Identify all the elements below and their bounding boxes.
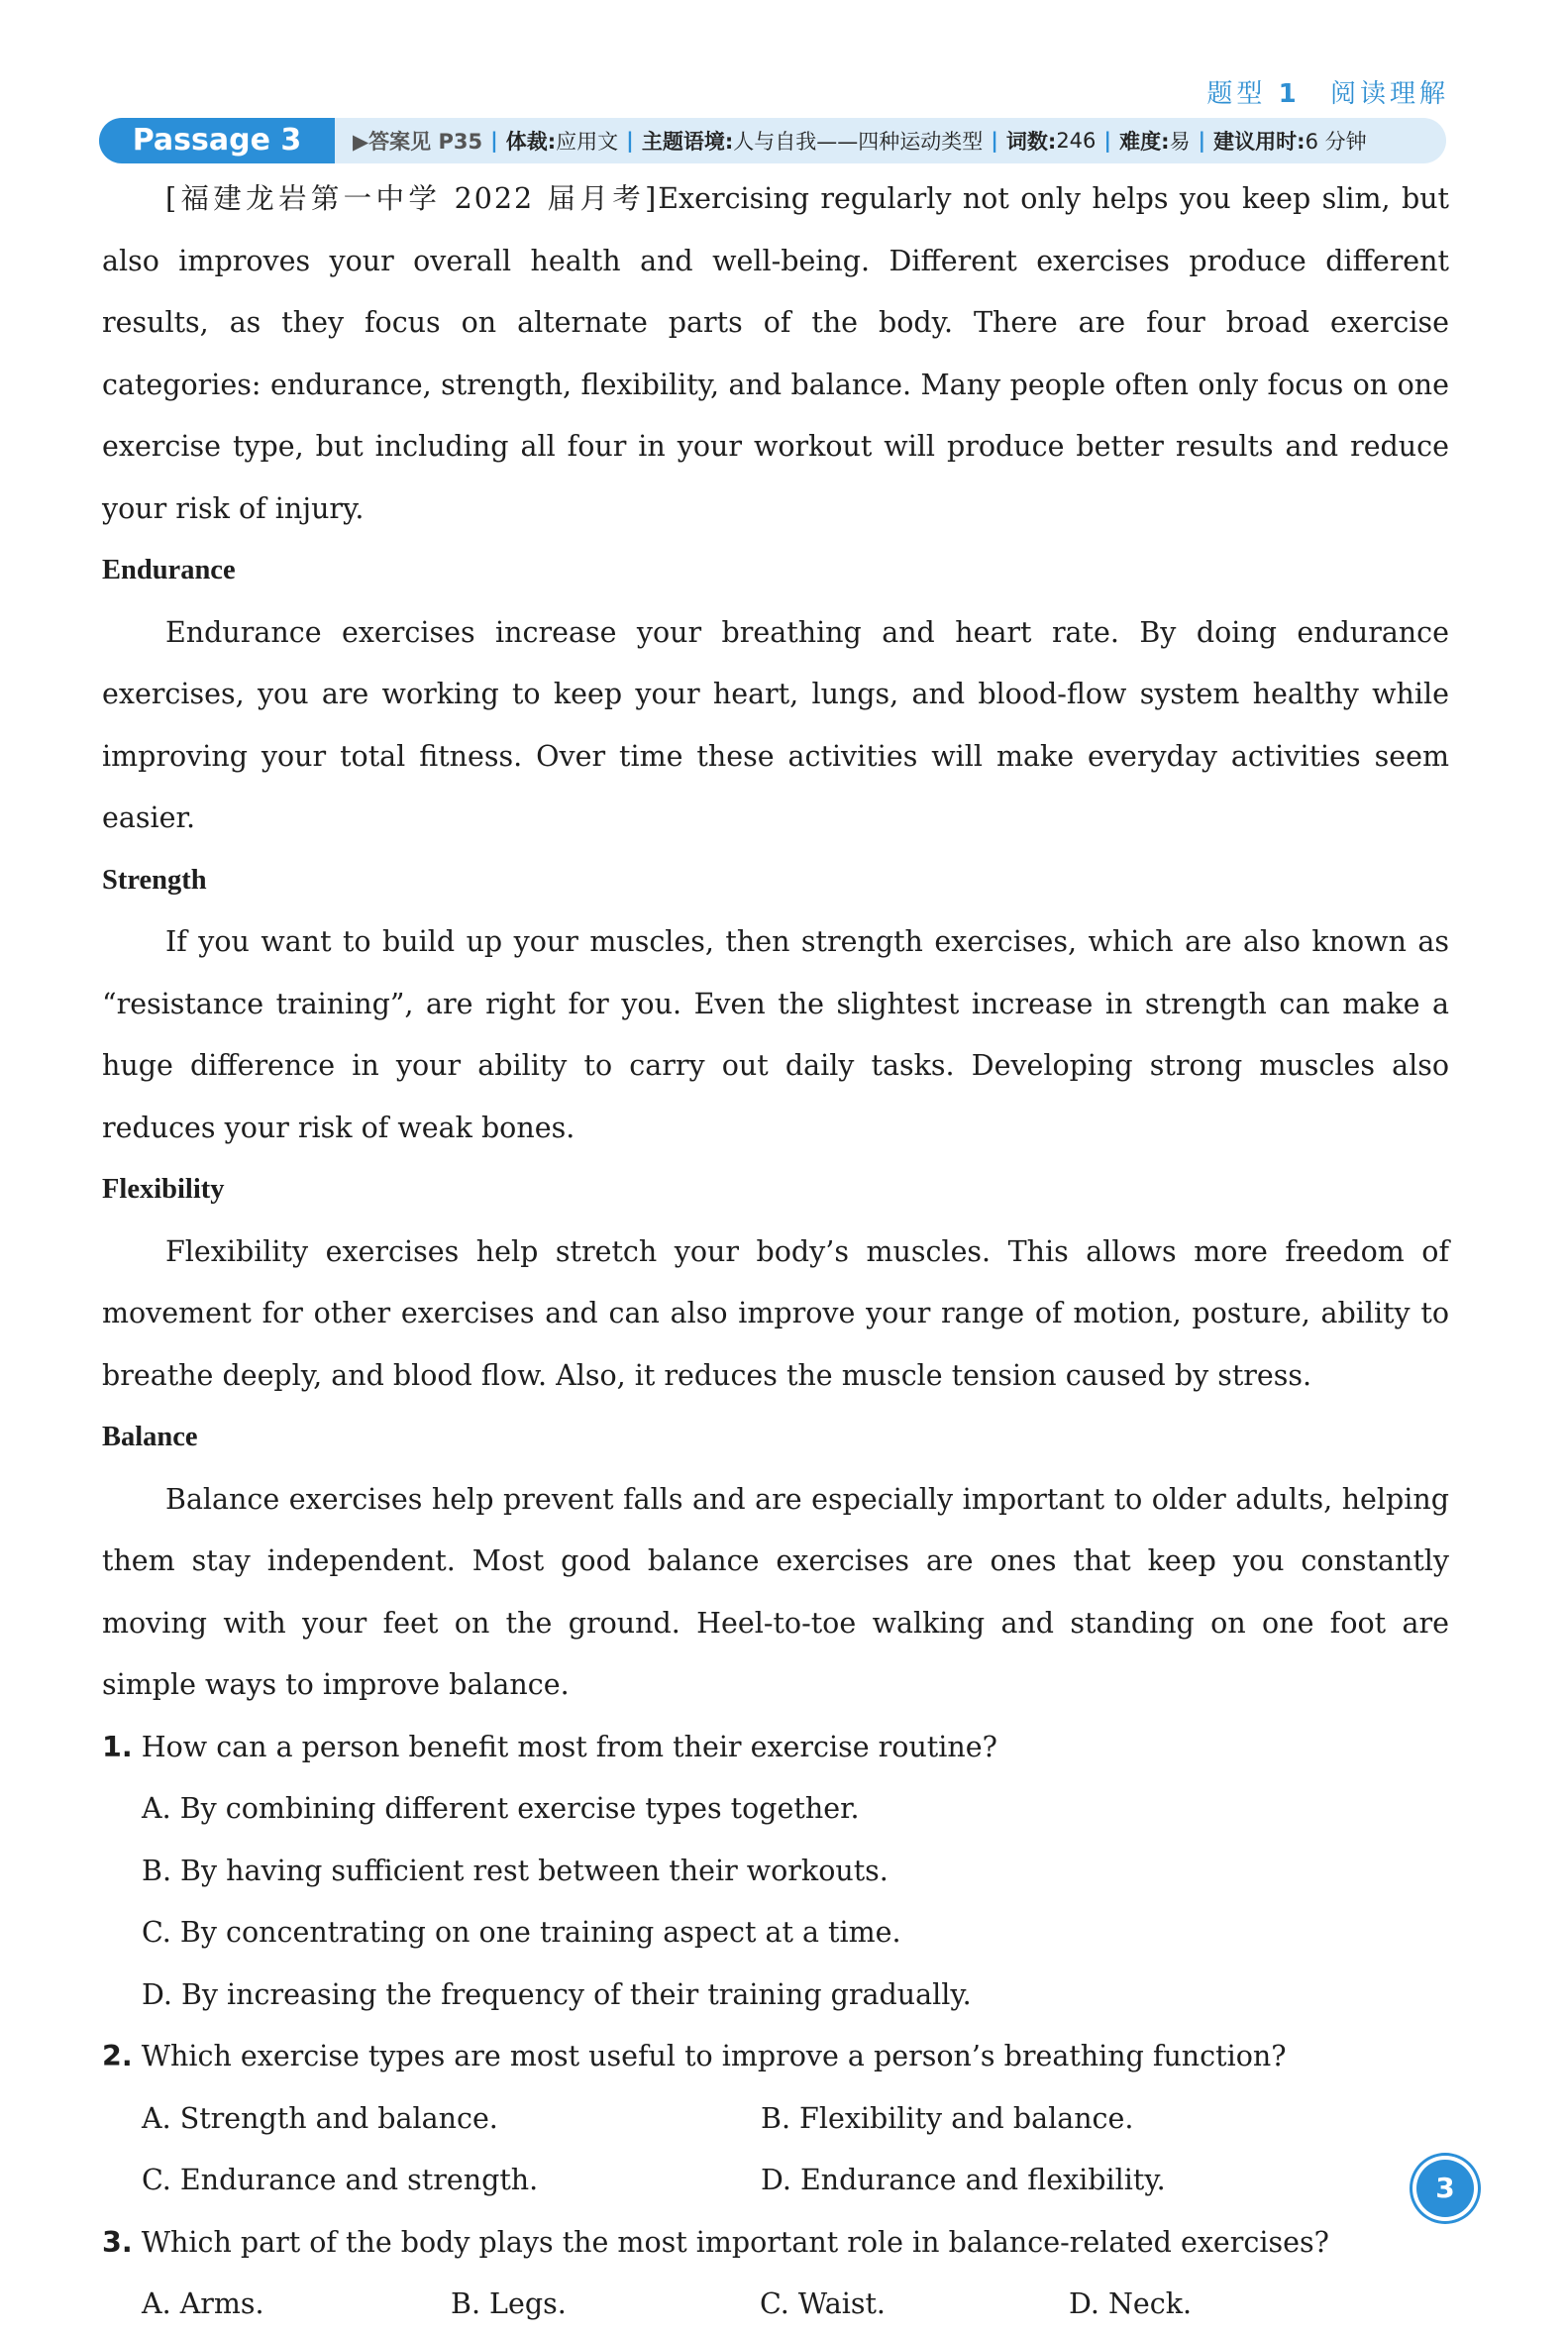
- passage-label: Passage 3: [99, 118, 335, 163]
- section-heading-balance: Balance: [102, 1422, 198, 1452]
- section-number: 1: [1278, 79, 1301, 109]
- section-text-flexibility: Flexibility exercises help stretch your body’s muscles. This allows more freedom of movement for other exercises and can also improve your range of motion, posture, ability to breathe deeply, and blood flow. Also, it reduces the muscle tension caused by stress.: [102, 1234, 1449, 1392]
- option-2d: D. Endurance and flexibility.: [761, 2164, 1166, 2196]
- intro-paragraph: [102, 168, 1449, 540]
- options-row: [102, 2274, 1449, 2336]
- option-1a: A. By combining different exercise types together.: [142, 1792, 860, 1825]
- passage-meta: [353, 118, 1367, 163]
- section-prefix: 题型: [1206, 79, 1267, 109]
- question-2: [102, 2026, 1449, 2088]
- separator: |: [626, 129, 634, 153]
- section-heading-flexibility: Flexibility: [102, 1174, 225, 1205]
- passage-body: [102, 168, 1449, 2336]
- theme-value: 人与自我——四种运动类型: [733, 130, 984, 154]
- options-row: [102, 2088, 1449, 2151]
- question-text: Which part of the body plays the most important role in balance-related exercises?: [141, 2225, 1329, 2259]
- section-heading-strength: Strength: [102, 864, 207, 896]
- section-heading-endurance: Endurance: [102, 555, 236, 585]
- word-count-value: 246: [1056, 129, 1097, 153]
- section-text-balance: Balance exercises help prevent falls and are especially important to older adults, helping them stay independent. Most good balance exercises are ones that keep you constantly moving with your feet on the ground. Heel-to-toe walking and standing on one foot are simple ways to improve balance.: [102, 1482, 1449, 1701]
- genre-value: 应用文: [556, 130, 619, 154]
- difficulty-value: 易: [1169, 130, 1191, 154]
- option-2b: B. Flexibility and balance.: [761, 2101, 1134, 2135]
- time-value: 6 分钟: [1305, 130, 1367, 154]
- option-3c: C. Waist.: [760, 2287, 886, 2320]
- question-number: 1.: [102, 1730, 133, 1763]
- page-number: 3: [1416, 2160, 1474, 2217]
- option-3d: D. Neck.: [1069, 2287, 1193, 2320]
- difficulty-key: 难度:: [1119, 130, 1170, 154]
- separator: |: [1103, 129, 1112, 153]
- option-1b: B. By having sufficient rest between their workouts.: [142, 1854, 889, 1887]
- option-3b: B. Legs.: [451, 2287, 567, 2320]
- option-1c: C. By concentrating on one training aspect at a time.: [142, 1916, 901, 1949]
- passage-info-bar: [99, 118, 1446, 163]
- option-2a: A. Strength and balance.: [142, 2101, 498, 2135]
- time-key: 建议用时:: [1213, 130, 1306, 154]
- separator: |: [1198, 129, 1206, 153]
- intro-text: Exercising regularly not only helps you keep slim, but also improves your overall health and well-being. Different exercises produce different results, as they focus on alternate parts of the body. There are four broad exercise categories: endurance, strength, flexibility, and balance. Many people often only focus on one exercise type, but including all four in your workout will produce better results and reduce your risk of injury.: [102, 182, 1449, 525]
- section-text-endurance: Endurance exercises increase your breathing and heart rate. By doing endurance exercises, you are working to keep your heart, lungs, and blood-flow system healthy while improving your total fitness. Over time these activities will make everyday activities seem easier.: [102, 615, 1449, 834]
- section-name: 阅读理解: [1329, 79, 1449, 109]
- option-2c: C. Endurance and strength.: [142, 2164, 539, 2196]
- section-title: [1206, 73, 1449, 110]
- option-1d: D. By increasing the frequency of their training gradually.: [142, 1977, 972, 2011]
- theme-key: 主题语境:: [641, 130, 734, 154]
- question-1: [102, 1717, 1449, 1779]
- question-text: How can a person benefit most from their exercise routine?: [141, 1730, 997, 1763]
- separator: |: [490, 129, 498, 153]
- question-text: Which exercise types are most useful to improve a person’s breathing function?: [141, 2040, 1287, 2072]
- passage-source: [福建龙岩第一中学 2022 届月考]: [165, 182, 659, 215]
- option-3a: A. Arms.: [142, 2287, 264, 2320]
- section-text-strength: If you want to build up your muscles, then strength exercises, which are also known as “resistance training”, are right for you. Even the slightest increase in strength can make a huge difference in your ability to carry out daily tasks. Developing strong muscles also reduces your risk of weak bones.: [102, 925, 1449, 1144]
- separator: |: [991, 129, 998, 153]
- answer-reference: ▶答案见 P35: [353, 130, 483, 154]
- question-number: 3.: [102, 2225, 133, 2259]
- question-3: [102, 2212, 1449, 2275]
- word-count-key: 词数:: [1005, 130, 1057, 154]
- options-row: [102, 2150, 1449, 2212]
- question-number: 2.: [102, 2040, 133, 2072]
- genre-key: 体裁:: [505, 130, 557, 154]
